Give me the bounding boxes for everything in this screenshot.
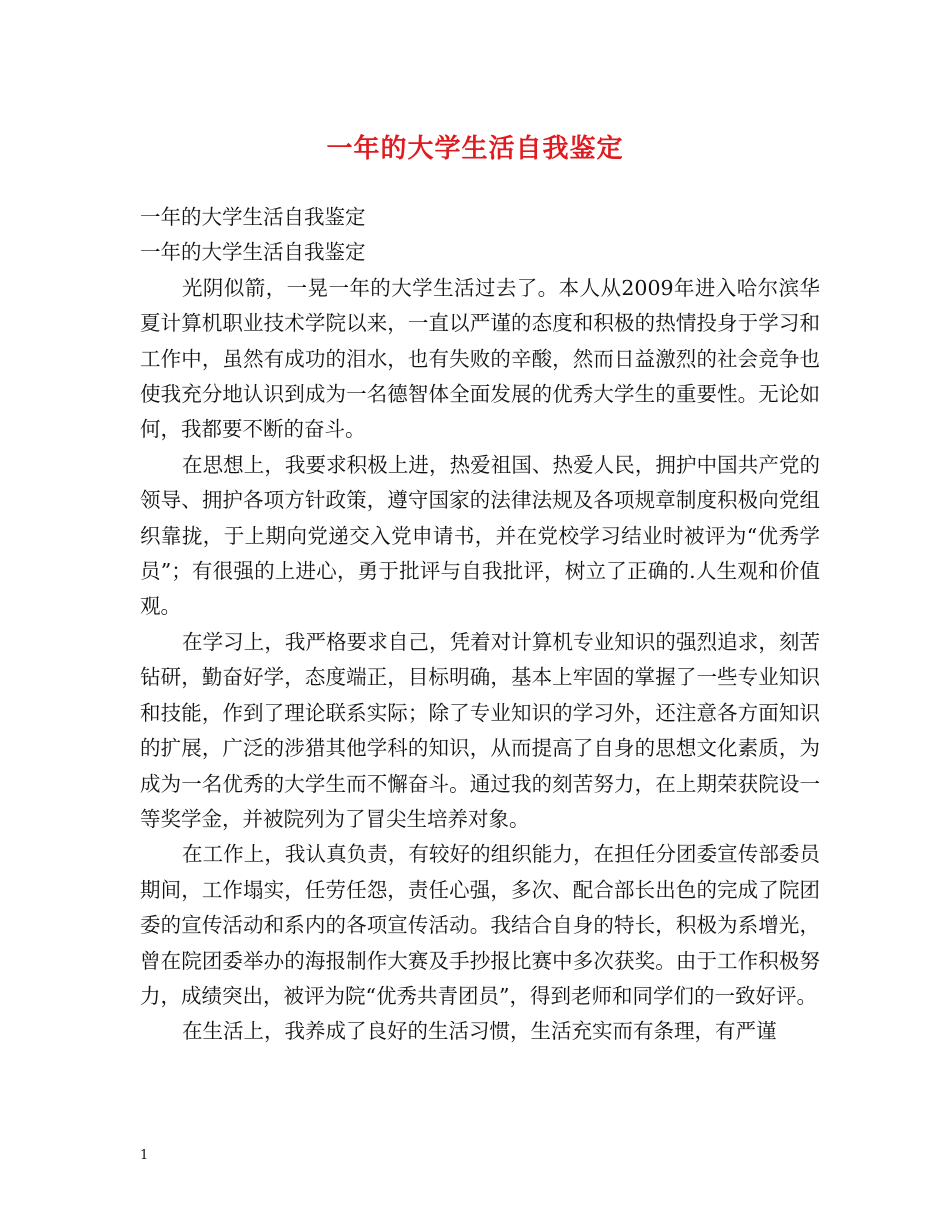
subtitle-line-2: 一年的大学生活自我鉴定 <box>140 240 366 265</box>
subtitle-line-1: 一年的大学生活自我鉴定 <box>140 205 366 229</box>
paragraph-study: 在学习上，我严格要求自己，凭着对计算机专业知识的强烈追求，刻苦钻研，勤奋好学，态度端正，目标明确，基本上牢固的掌握了一些专业知识和技能，作到了理论联系实际；除了专业知识的学习外，还注意各方面知识的扩展，广泛的涉猎其他学科的知识，从而提高了自身的思想文化素质，为成为一名优秀的大学生而不懈奋斗。通过我的刻苦努力，在上期荣获院设一等奖学金，并被院列为了冒尖生培养对象。 <box>140 629 820 831</box>
document-body <box>140 200 820 1050</box>
paragraph-work: 在工作上，我认真负责，有较好的组织能力，在担任分团委宣传部委员期间，工作塌实，任劳任怨，责任心强，多次、配合部长出色的完成了院团委的宣传活动和系内的各项宣传活动。我结合自身的特长，积极为系增光，曾在院团委举办的海报制作大赛及手抄报比赛中多次获奖。由于工作积极努力，成绩突出，被评为院“优秀共青团员”，得到老师和同学们的一致好评。 <box>140 842 820 1008</box>
paragraph-thought: 在思想上，我要求积极上进，热爱祖国、热爱人民，拥护中国共产党的领导、拥护各项方针政策，遵守国家的法律法规及各项规章制度积极向党组织靠拢，于上期向党递交入党申请书，并在党校学习结业时被评为“优秀学员”；有很强的上进心，勇于批评与自我批评，树立了正确的.人生观和价值观。 <box>140 452 820 619</box>
document-title: 一年的大学生活自我鉴定 <box>326 134 624 164</box>
paragraph-intro: 光阴似箭，一晃一年的大学生活过去了。本人从2009年进入哈尔滨华夏计算机职业技术学院以来，一直以严谨的态度和积极的热情投身于学习和工作中，虽然有成功的泪水，也有失败的辛酸，然而日益激烈的社会竞争也使我充分地认识到成为一名德智体全面发展的优秀大学生的重要性。无论如何，我都要不断的奋斗。 <box>140 275 820 442</box>
paragraph-life: 在生活上，我养成了良好的生活习惯，生活充实而有条理，有严谨 <box>182 1019 777 1044</box>
page-number: 1 <box>140 1148 149 1163</box>
